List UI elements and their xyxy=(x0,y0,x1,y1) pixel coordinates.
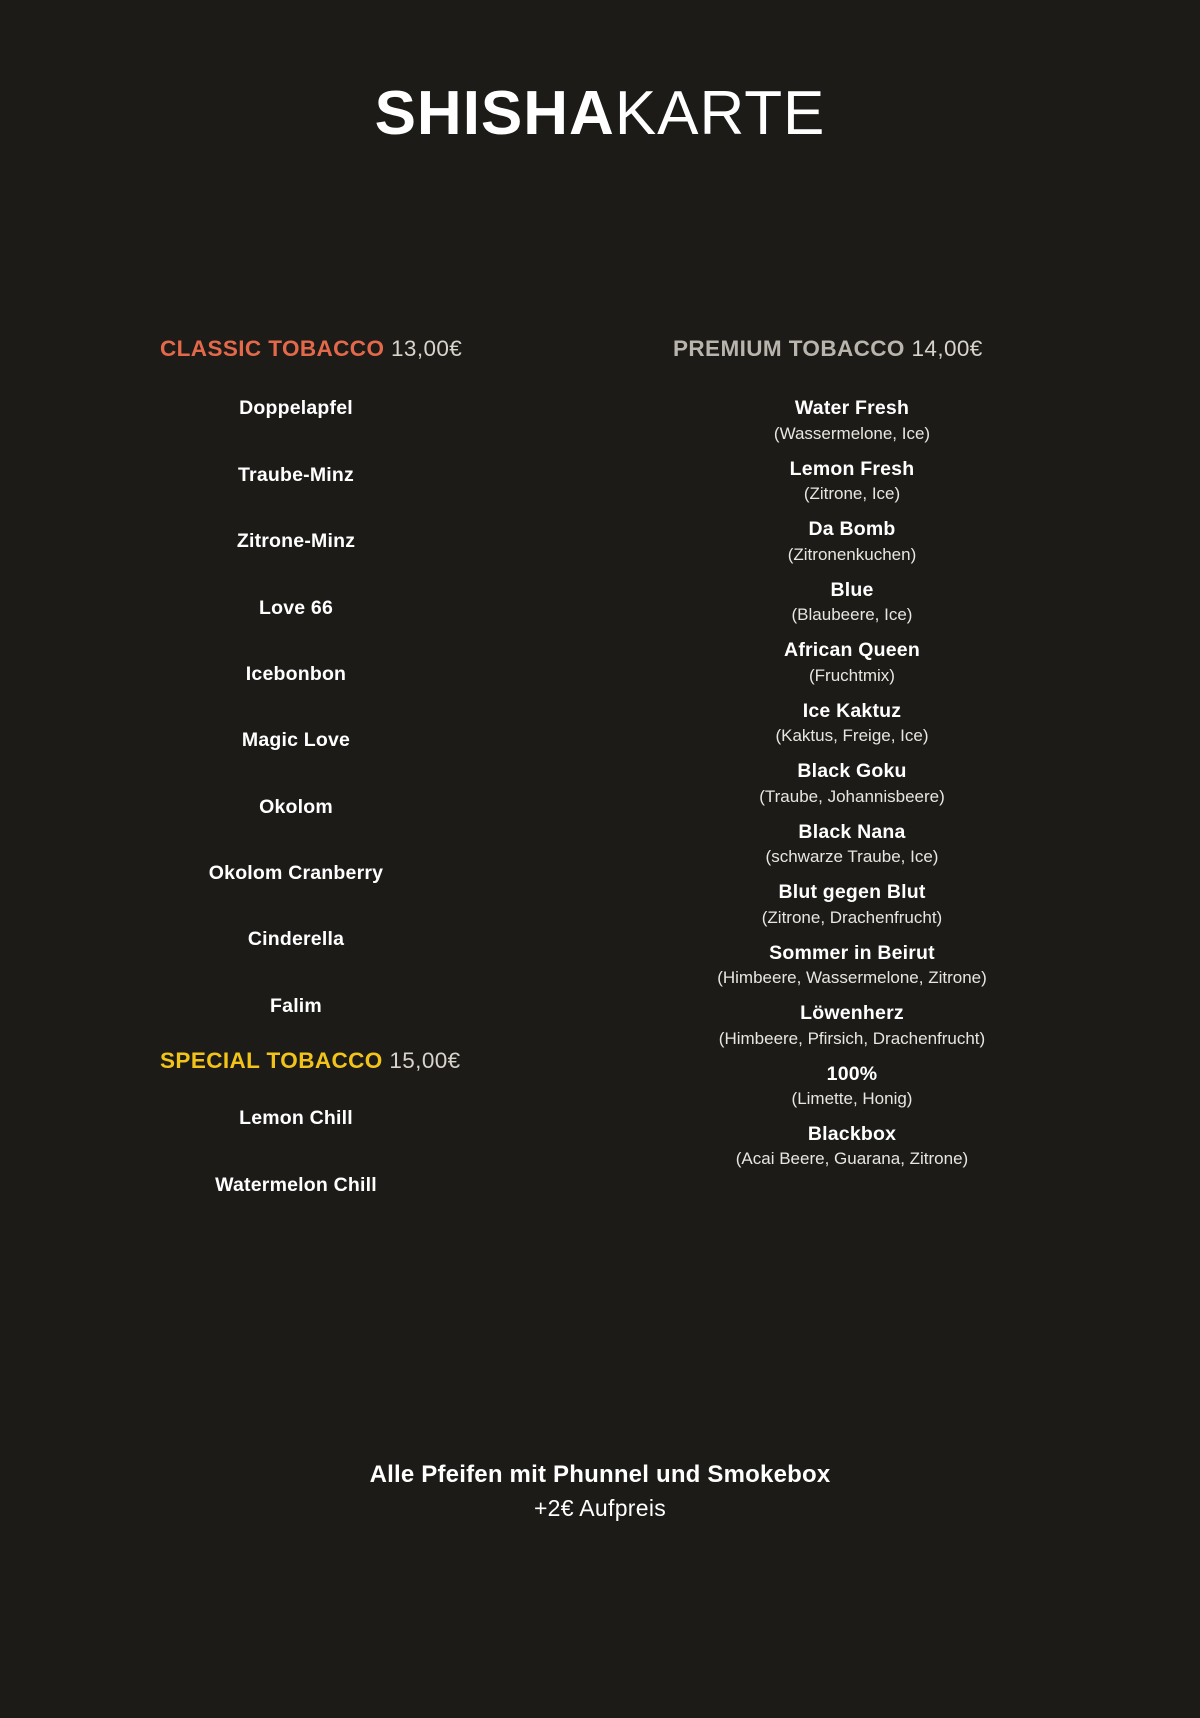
list-item xyxy=(160,994,432,1018)
item-name: Icebonbon xyxy=(245,662,347,685)
page-title-bold: SHISHA xyxy=(374,79,615,149)
section-heading-special-label: SPECIAL TOBACCO xyxy=(160,1048,383,1074)
item-name: Falim xyxy=(270,994,322,1017)
item-name: Watermelon Chill xyxy=(215,1173,377,1196)
item-description: (Fruchtmix) xyxy=(809,665,895,685)
item-description: (Himbeere, Pfirsich, Drachenfrucht) xyxy=(718,1028,986,1048)
item-description: (Zitrone, Ice) xyxy=(803,484,901,504)
item-name: Traube-Minz xyxy=(238,463,354,486)
section-heading-premium-label: PREMIUM TOBACCO xyxy=(673,336,905,362)
section-price-classic: 13,00€ xyxy=(391,336,463,362)
page-title-light: KARTE xyxy=(614,79,826,149)
section-heading-classic xyxy=(160,336,463,362)
list-item xyxy=(616,457,1088,505)
section-price-special: 15,00€ xyxy=(389,1048,461,1074)
list-item xyxy=(616,1122,1088,1170)
list-item xyxy=(616,396,1088,444)
list-item xyxy=(160,529,432,553)
item-name: Lemon Chill xyxy=(239,1107,353,1130)
item-description: (Zitrone, Drachenfrucht) xyxy=(761,907,943,927)
section-heading-premium xyxy=(616,336,1088,362)
item-name: Sommer in Beirut xyxy=(769,941,935,964)
item-name: Blut gegen Blut xyxy=(778,881,926,904)
item-name: Da Bomb xyxy=(808,518,896,541)
item-name: Okolom Cranberry xyxy=(208,862,384,885)
item-name: Magic Love xyxy=(241,729,351,752)
list-item xyxy=(160,927,432,951)
section-heading-classic-label: CLASSIC TOBACCO xyxy=(160,336,385,362)
item-name: Okolom xyxy=(259,795,333,818)
item-name: Löwenherz xyxy=(800,1002,904,1025)
footer-line-primary: Alle Pfeifen mit Phunnel und Smokebox xyxy=(369,1461,831,1489)
list-item xyxy=(616,941,1088,989)
list-item xyxy=(160,396,432,420)
list-item xyxy=(160,662,432,686)
item-name: Doppelapfel xyxy=(239,397,353,420)
section-price-premium: 14,00€ xyxy=(911,336,983,362)
left-column xyxy=(0,336,600,1197)
shisha-menu-page xyxy=(0,21,1200,1718)
item-description: (Wassermelone, Ice) xyxy=(773,423,931,443)
list-item xyxy=(160,861,432,885)
item-description: (Himbeere, Wassermelone, Zitrone) xyxy=(717,968,987,988)
item-description: (Blaubeere, Ice) xyxy=(791,605,913,625)
list-item xyxy=(616,1001,1088,1049)
item-description: (schwarze Traube, Ice) xyxy=(765,847,939,867)
item-name: 100% xyxy=(826,1062,878,1085)
list-item xyxy=(160,463,432,487)
list-item xyxy=(616,517,1088,565)
item-name: Blue xyxy=(830,578,874,601)
footer-note xyxy=(0,1461,1200,1522)
item-description: (Kaktus, Freige, Ice) xyxy=(775,726,929,746)
item-description: (Traube, Johannisbeere) xyxy=(759,786,945,806)
item-name: Cinderella xyxy=(247,928,345,951)
page-title xyxy=(0,21,1200,149)
item-name: Black Goku xyxy=(797,760,907,783)
item-name: Blackbox xyxy=(807,1123,897,1146)
list-item xyxy=(616,820,1088,868)
list-item xyxy=(160,1106,432,1130)
list-item xyxy=(616,699,1088,747)
item-name: Water Fresh xyxy=(794,397,910,420)
item-name: Zitrone-Minz xyxy=(236,530,356,553)
section-heading-special xyxy=(160,1048,461,1074)
item-name: Love 66 xyxy=(258,596,334,619)
list-item xyxy=(160,795,432,819)
list-item xyxy=(616,759,1088,807)
footer-line-secondary: +2€ Aufpreis xyxy=(533,1495,667,1522)
menu-columns xyxy=(0,336,1200,1197)
item-name: Ice Kaktuz xyxy=(802,699,902,722)
list-item xyxy=(616,638,1088,686)
item-name: African Queen xyxy=(784,639,920,662)
item-description: (Limette, Honig) xyxy=(791,1088,913,1108)
list-item xyxy=(160,728,432,752)
item-description: (Acai Beere, Guarana, Zitrone) xyxy=(735,1149,969,1169)
list-item xyxy=(616,578,1088,626)
list-item xyxy=(616,1062,1088,1110)
list-item xyxy=(616,880,1088,928)
list-item xyxy=(160,596,432,620)
right-column xyxy=(600,336,1200,1197)
item-description: (Zitronenkuchen) xyxy=(787,544,917,564)
list-item xyxy=(160,1173,432,1197)
item-name: Black Nana xyxy=(798,820,906,843)
item-name: Lemon Fresh xyxy=(789,457,915,480)
